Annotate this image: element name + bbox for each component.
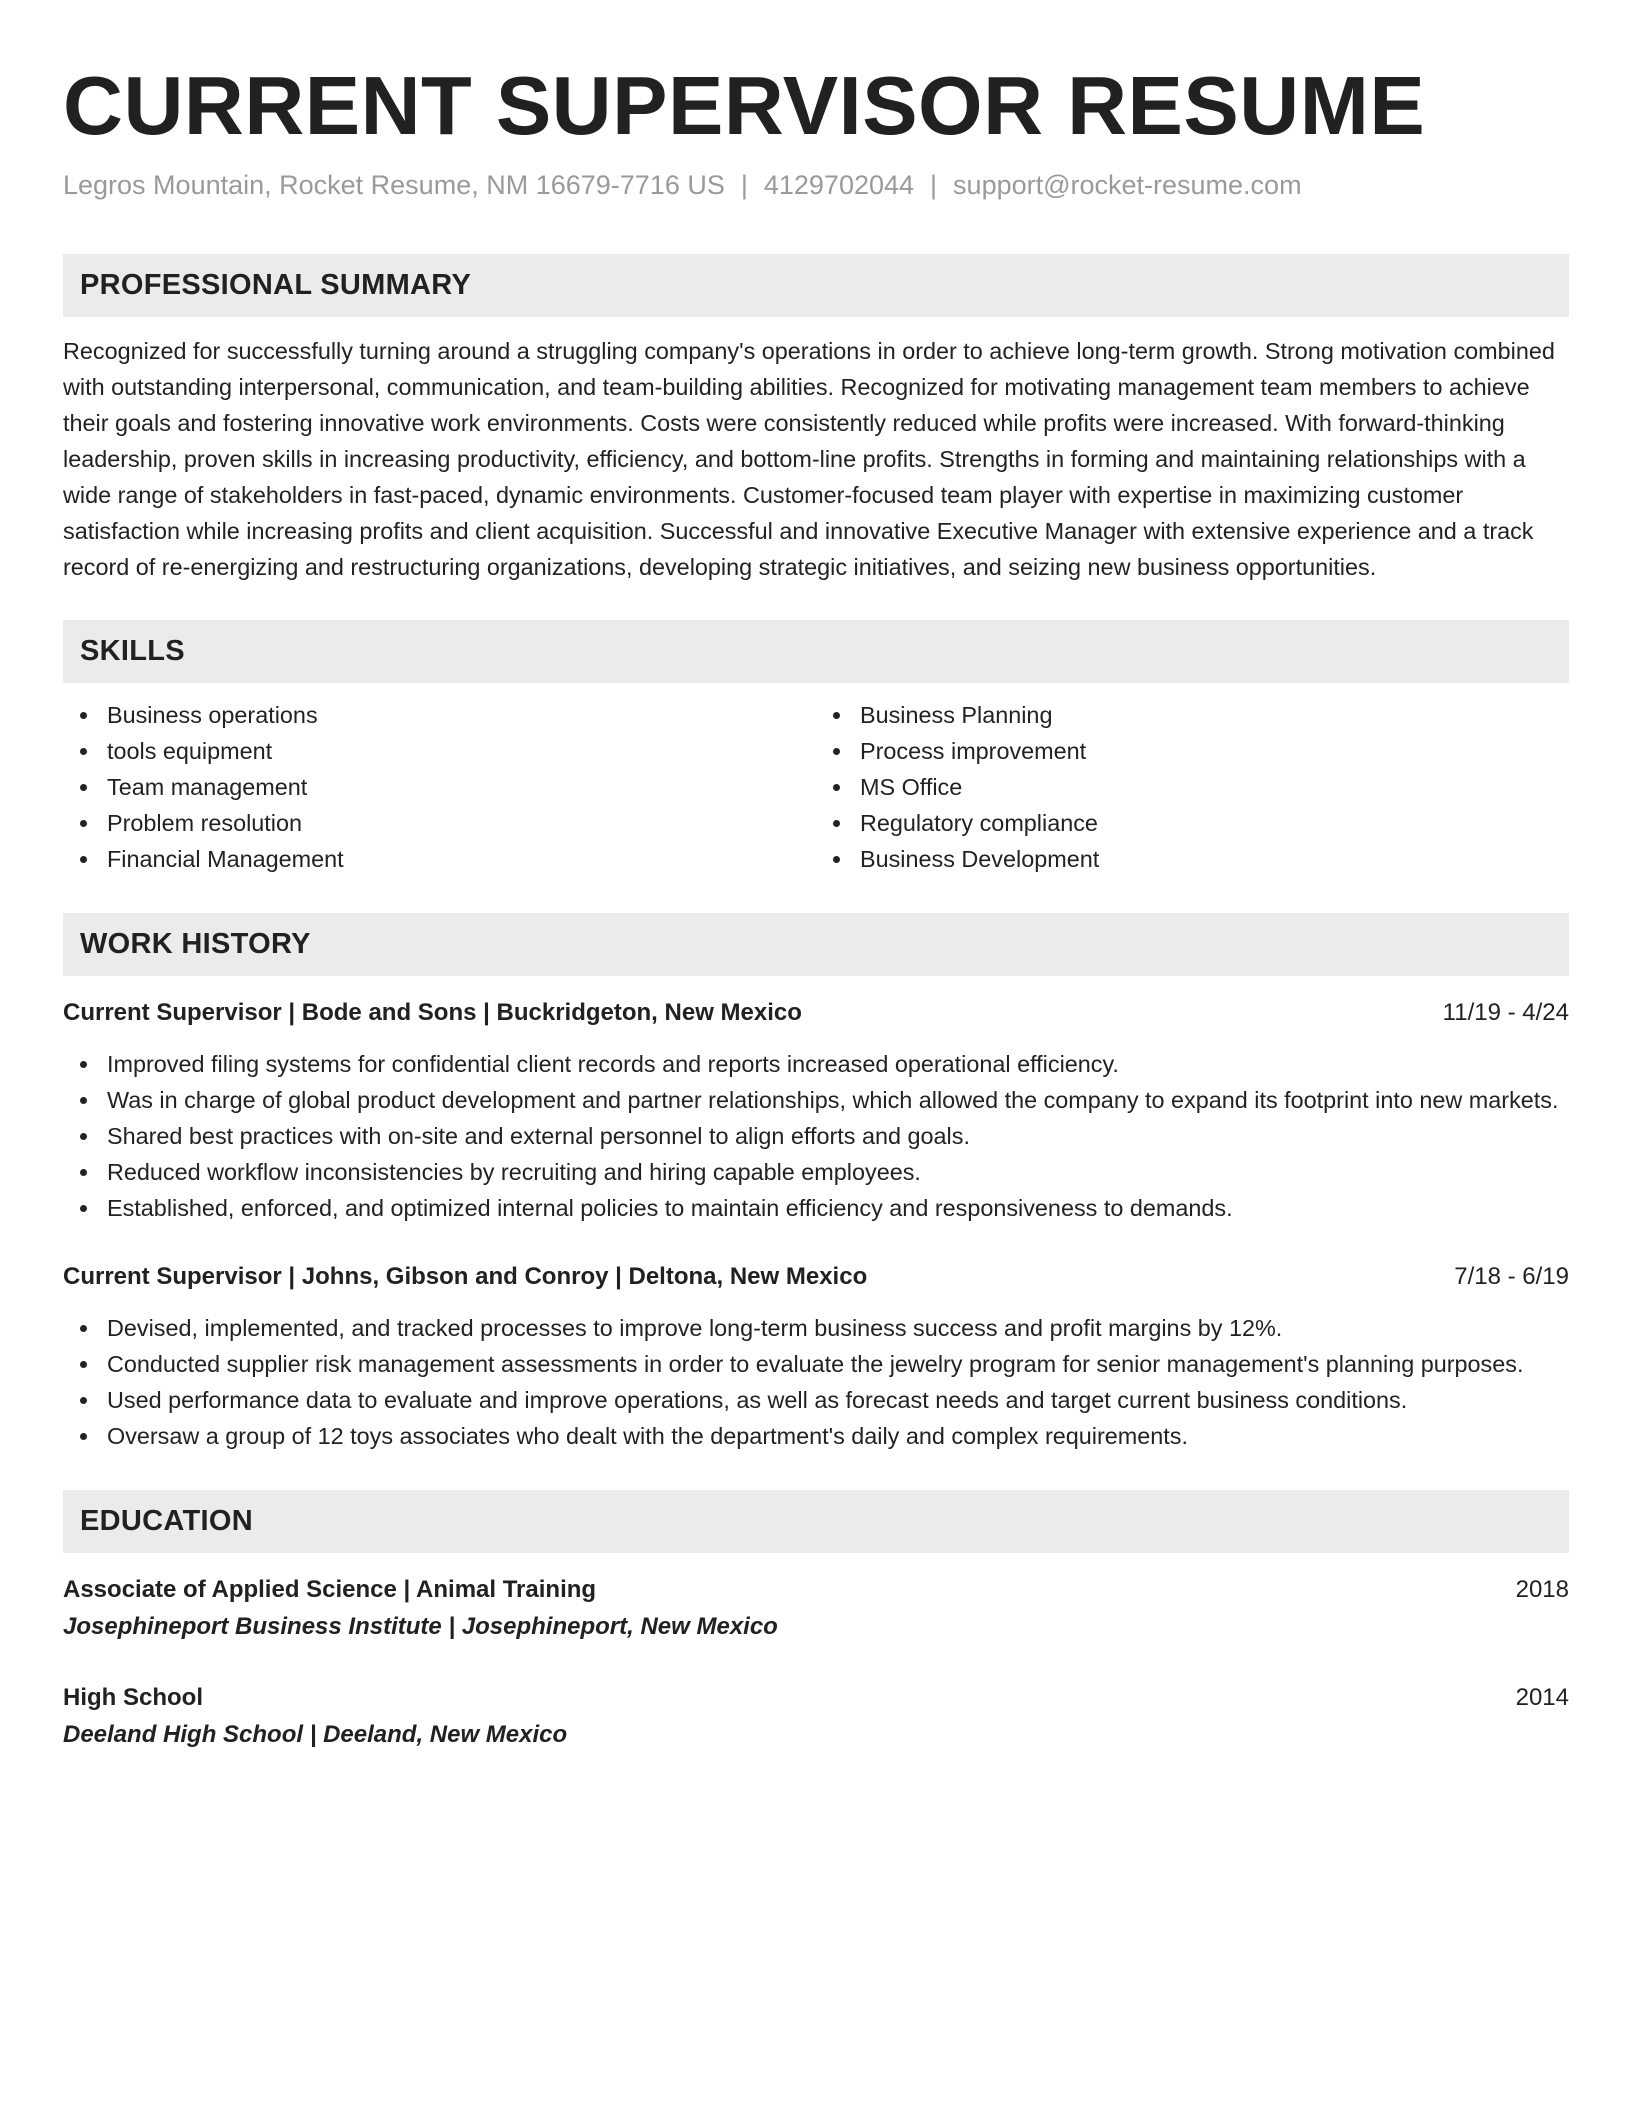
- skill-item: MS Office: [816, 769, 1569, 805]
- resume-title: CURRENT SUPERVISOR RESUME: [63, 59, 1426, 152]
- education-header: [63, 1681, 1569, 1715]
- skills-column-right: [816, 697, 1569, 877]
- skills-grid: [63, 697, 1569, 877]
- education-year: 2018: [1515, 1576, 1569, 1603]
- job-header: [63, 996, 1569, 1030]
- skill-item: Financial Management: [63, 841, 816, 877]
- education-entry: [63, 1681, 1569, 1753]
- skill-item: Business Development: [816, 841, 1569, 877]
- contact-email: support@rocket-resume.com: [953, 170, 1302, 200]
- skills-heading: SKILLS: [63, 620, 1569, 683]
- education-school: Deeland High School | Deeland, New Mexico: [63, 1721, 568, 1748]
- job-bullet: Devised, implemented, and tracked processes to improve long-term business success and profit margins by 12%.: [63, 1310, 1569, 1346]
- job-dates: 7/18 - 6/19: [1454, 1263, 1569, 1290]
- skills-column-left: [63, 697, 816, 877]
- job-bullet: Established, enforced, and optimized internal policies to maintain efficiency and responsiveness to demands.: [63, 1190, 1569, 1226]
- job-bullet: Improved filing systems for confidential client records and reports increased operational efficiency.: [63, 1046, 1569, 1082]
- contact-separator: |: [740, 170, 748, 200]
- job-bullet: Oversaw a group of 12 toys associates who dealt with the department's daily and complex requirements.: [63, 1418, 1569, 1454]
- job-dates: 11/19 - 4/24: [1442, 999, 1569, 1026]
- contact-separator: |: [930, 170, 938, 200]
- summary-text: Recognized for successfully turning around a struggling company's operations in order to achieve long-term growth. Strong motivation combined with outstanding interpersonal, communication, and team-building abilities. Recognized for motivating management team members to achieve their goals and fostering innovative work environments. Costs were consistently reduced while profits were increased. With forward-thinking leadership, proven skills in increasing productivity, efficiency, and bottom-line profits. Strengths in forming and maintaining relationships with a wide range of stakeholders in fast-paced, dynamic environments. Customer-focused team player with expertise in maximizing customer satisfaction while increasing profits and client acquisition. Successful and innovative Executive Manager with extensive experience and a track record of re-energizing and restructuring organizations, developing strategic initiatives, and seizing new business opportunities.: [63, 338, 1555, 580]
- skill-item: Problem resolution: [63, 805, 816, 841]
- skill-item: Regulatory compliance: [816, 805, 1569, 841]
- skill-item: Process improvement: [816, 733, 1569, 769]
- contact-address: Legros Mountain, Rocket Resume, NM 16679-7716 US: [63, 170, 725, 200]
- education-school: Josephineport Business Institute | Josephineport, New Mexico: [63, 1613, 778, 1640]
- summary-heading: PROFESSIONAL SUMMARY: [63, 254, 1569, 317]
- job-bullet: Shared best practices with on-site and external personnel to align efforts and goals.: [63, 1118, 1569, 1154]
- job-bullet: Used performance data to evaluate and improve operations, as well as forecast needs and target current business conditions.: [63, 1382, 1569, 1418]
- job-entry: [63, 996, 1569, 1226]
- job-title: Current Supervisor | Johns, Gibson and Conroy | Deltona, New Mexico: [63, 1263, 868, 1290]
- skill-item: tools equipment: [63, 733, 816, 769]
- education-degree: High School: [63, 1684, 203, 1711]
- work-history-heading: WORK HISTORY: [63, 913, 1569, 976]
- job-bullet: Reduced workflow inconsistencies by recruiting and hiring capable employees.: [63, 1154, 1569, 1190]
- job-bullet: Conducted supplier risk management assessments in order to evaluate the jewelry program for senior management's planning purposes.: [63, 1346, 1569, 1382]
- skill-item: Business operations: [63, 697, 816, 733]
- job-bullets: [63, 1046, 1569, 1226]
- job-entry: [63, 1260, 1569, 1454]
- contact-phone: 4129702044: [763, 170, 915, 200]
- education-year: 2014: [1515, 1684, 1569, 1711]
- job-title: Current Supervisor | Bode and Sons | Buckridgeton, New Mexico: [63, 999, 802, 1026]
- skill-item: Team management: [63, 769, 816, 805]
- education-header: [63, 1573, 1569, 1607]
- skill-item: Business Planning: [816, 697, 1569, 733]
- education-heading: EDUCATION: [63, 1490, 1569, 1553]
- education-degree: Associate of Applied Science | Animal Training: [63, 1576, 597, 1603]
- job-bullets: [63, 1310, 1569, 1454]
- job-bullet: Was in charge of global product development and partner relationships, which allowed the company to expand its footprint into new markets.: [63, 1082, 1569, 1118]
- job-header: [63, 1260, 1569, 1294]
- contact-line: [63, 168, 1569, 202]
- education-entry: [63, 1573, 1569, 1645]
